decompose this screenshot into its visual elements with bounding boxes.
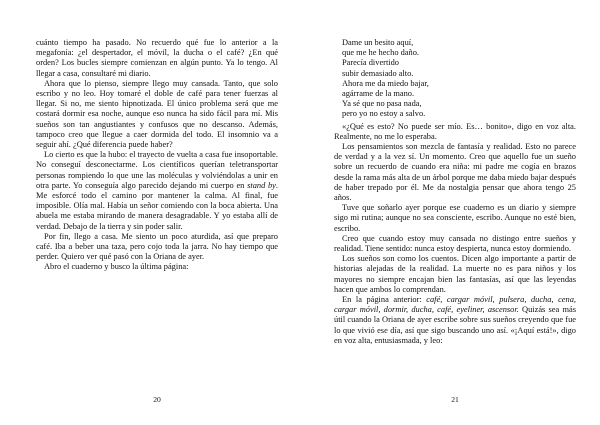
italic-list: café, cargar móvil, pulsera, ducha, cena, cargar móvil, dormir, ducha, café, eyeliner, ascensor. (334, 294, 576, 315)
paragraph: Creo que cuando estoy muy cansada no distingo entre sueños y realidad. Tiene sentido: nunca estoy despierta, nunca estoy dormiendo. (334, 233, 576, 253)
poem-line: Ya sé que no pasa nada, (342, 99, 422, 109)
poem-line: agárrame de la mano. (342, 88, 415, 98)
paragraph (334, 295, 576, 346)
paragraph-text: Quizás sea más útil cuando la Oriana de ayer escribe sobre sus sueños creyendo que fue lo que vivió ese día, así que sigo buscando uno así. «¡Aquí está!», digo en voz alta, entusiasmada, y leo: (334, 305, 576, 345)
paragraph: Abro el cuaderno y busco la última página: (44, 262, 189, 272)
page-number-right: 21 (451, 395, 459, 404)
paragraph: Por fin, llego a casa. Me siento un poco aturdida, así que preparo café. Iba a beber una taza, pero cojo toda la jarra. No hay tiempo que perder. Quiero ver qué pasó con la Oriana de ayer. (36, 231, 278, 262)
paragraph: Ahora que lo pienso, siempre llego muy cansada. Tanto, que solo escribo y no leo. Hoy tomaré el doble de café para tener fuerzas al llegar. Si no, me siento hipnotizada. El único problema será que me costará dormir esa noche, aunque eso nunca ha sido fácil para mí. Mis sueños son tan angustiantes y confusos que no descanso. Además, tampoco creo que llegue a caer dormida del todo. El insomnio va a seguir ahí. ¿Qué diferencia puede haber? (36, 78, 278, 150)
paragraph (36, 150, 278, 232)
poem-line: pero yo no estoy a salvo. (342, 109, 426, 119)
poem (334, 38, 576, 120)
paragraph-text: . Me esforcé todo el camino por mantener la calma. Al final, fue imposible. Olía mal. Había un señor comiendo con la boca abierta. Una abuela me estaba mirando de manera desagradable. Y yo estaba allí de verdad. Debajo de la tierra y sin poder salir. (36, 180, 278, 231)
paragraph: «¿Qué es esto? No puede ser mío. Es… bonito», digo en voz alta. Realmente, no me lo esperaba. (334, 121, 576, 141)
paragraph-text: En la página anterior: (342, 294, 427, 304)
paragraph-text: Lo cierto es que la hubo: el trayecto de vuelta a casa fue insoportable. No conseguí desconectarme. Los científicos querían teletransportar personas rompiendo lo que une las moléculas y volviéndolas a unir en otra parte. Yo conseguía algo parecido dejando mi cuerpo en (36, 150, 278, 190)
poem-line: Dame un besito aquí, (342, 38, 414, 47)
poem-line: subir demasiado alto. (342, 68, 414, 78)
poem-line: Parecía divertido (342, 58, 399, 68)
paragraph: Los sueños son como los cuentos. Dicen algo importante a partir de historias alejadas de la realidad. La muerte no es para niños y los mayores no siempre encajan bien las fantasías, así que las leyendas hacen que ambos lo comprendan. (334, 254, 576, 294)
page-number-left: 20 (153, 395, 161, 404)
left-page (36, 38, 278, 273)
right-page (334, 38, 576, 346)
poem-line: que me he hecho daño. (342, 48, 419, 58)
paragraph: Tuve que soñarlo ayer porque ese cuaderno es un diario y siempre sigo mi rutina; aunque no sea consciente, escribo. Aunque no esté bien, escribo. (334, 203, 576, 233)
poem-line: Ahora me da miedo bajar, (342, 78, 429, 88)
italic-phrase: stand by (247, 180, 276, 190)
paragraph: cuánto tiempo ha pasado. No recuerdo qué fue lo anterior a la megafonía: ¿el despertador, el móvil, la ducha o el café? ¿En qué orden? Los bucles siempre comienzan en algún punto. Ya lo tengo. Al llegar a casa, consultaré mi diario. (36, 38, 278, 78)
paragraph: Los pensamientos son mezcla de fantasía y realidad. Esto no parece de verdad y a la vez sí. Un momento. Creo que aquello fue un sueño sobre un recuerdo de cuando era niña: mi padre me cogía en brazos desde la rama más alta de un árbol porque me daba miedo bajar después de haber trepado por él. Me da nostalgia pensar que ahora tengo 25 años. (334, 141, 576, 202)
